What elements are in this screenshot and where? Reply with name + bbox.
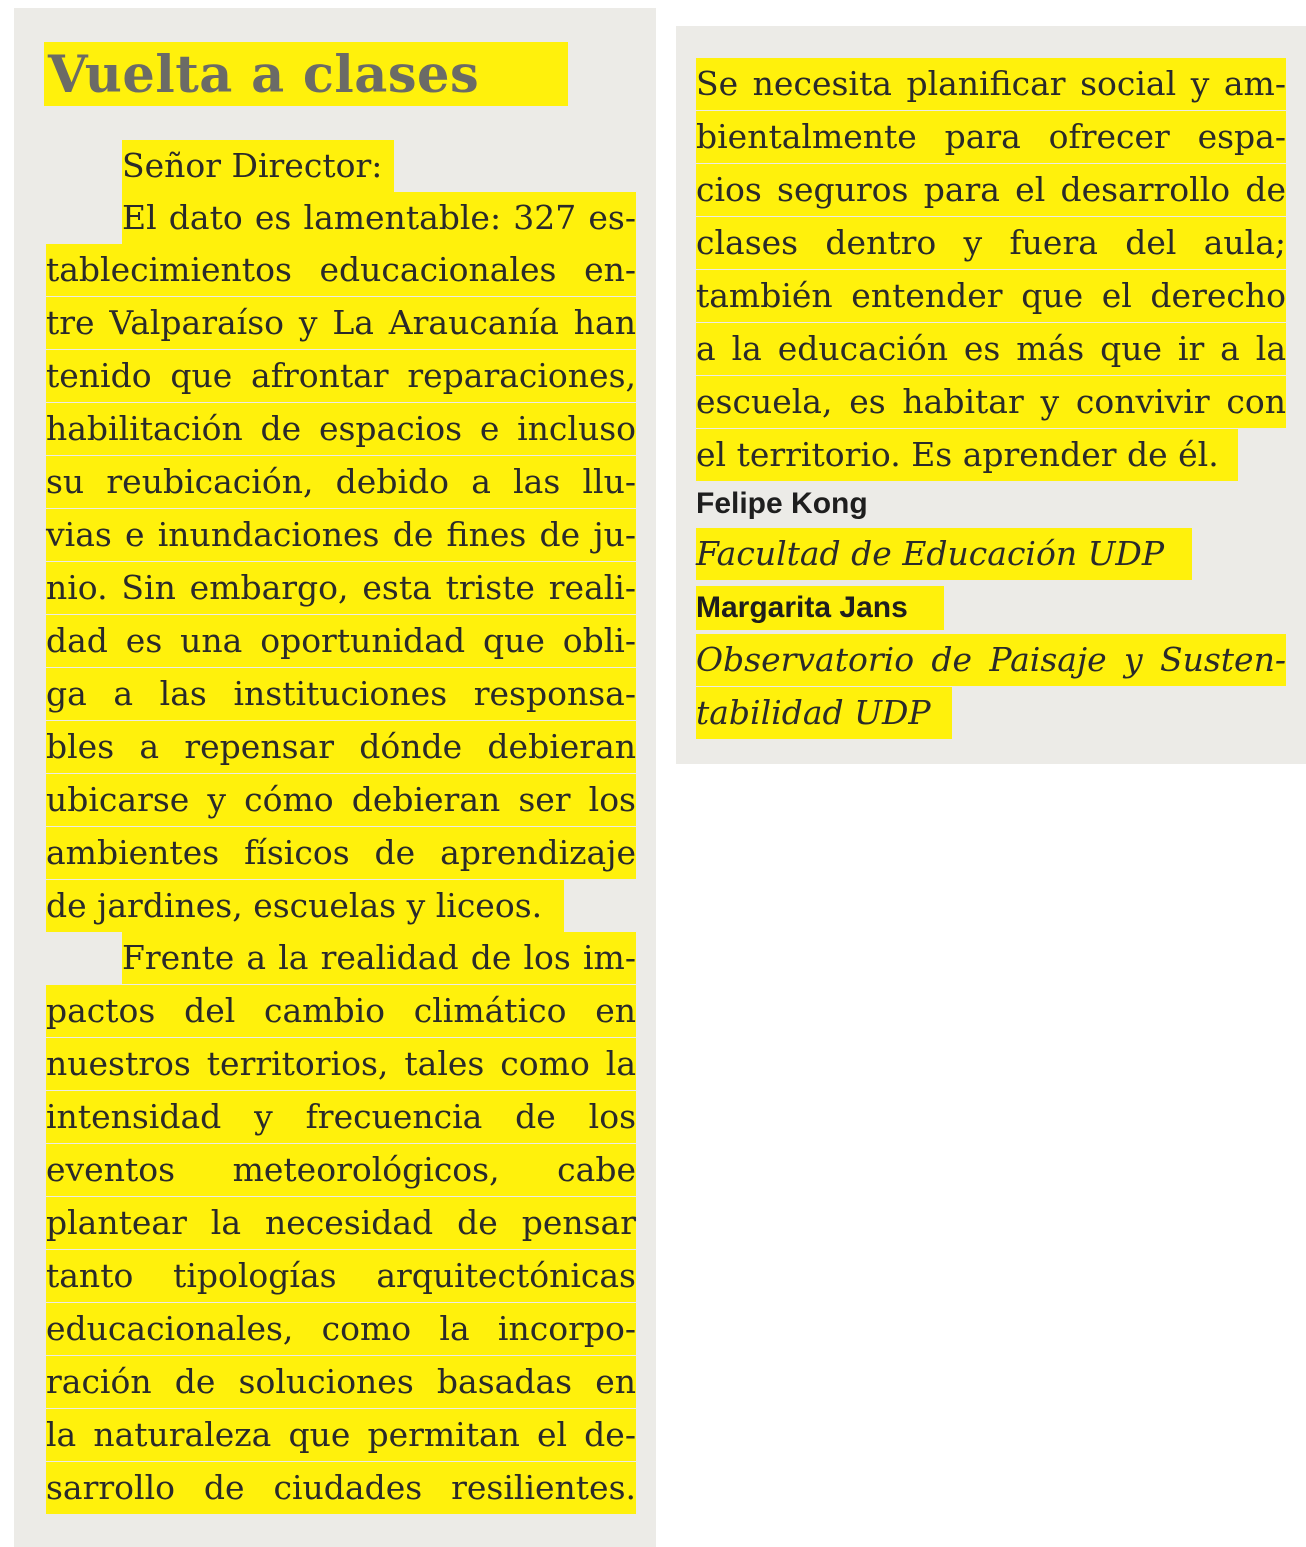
body-line: de jardines, escuelas y liceos. [46,880,564,932]
body-line: sarrollo de ciudades resilientes. [46,1462,636,1514]
signature-name: Margarita Jans [696,586,944,630]
signature-affiliation: Facultad de Educación UDP [696,528,1192,580]
body-line: la naturaleza que permitan el de- [46,1409,636,1461]
body-line: educacionales, como la incorpo- [46,1303,636,1355]
body-line: El dato es lamentable: 327 es- [122,192,636,244]
body-line: cios seguros para el desarrollo de [696,164,1286,216]
body-line: clases dentro y fuera del aula; [696,217,1286,269]
body-line: bles a repensar dónde debieran [46,721,636,773]
body-line: tre Valparaíso y La Araucanía han [46,297,636,349]
body-line: tenido que afrontar reparaciones, [46,350,636,402]
signature-affiliation: Observatorio de Paisaje y Susten- [696,634,1286,686]
body-line: eventos meteorológicos, cabe [46,1144,636,1196]
body-line: pactos del cambio climático en [46,985,636,1037]
body-line: vias e inundaciones de fines de ju- [46,509,636,561]
body-line: bientalmente para ofrecer espa- [696,111,1286,163]
body-line: tablecimientos educacionales en- [46,244,636,296]
body-line: a la educación es más que ir a la [696,323,1286,375]
body-line: habilitación de espacios e incluso [46,403,636,455]
body-line: también entender que el derecho [696,270,1286,322]
article-title-box [44,42,568,106]
body-line: plantear la necesidad de pensar [46,1197,636,1249]
body-line: nuestros territorios, tales como la [46,1038,636,1090]
body-line: dad es una oportunidad que obli- [46,615,636,667]
body-line: su reubicación, debido a las llu- [46,456,636,508]
article-title: Vuelta a clases [48,45,480,105]
signature-affiliation: tabilidad UDP [696,687,952,739]
body-line: Frente a la realidad de los im- [122,932,636,984]
body-line: ambientes físicos de aprendizaje [46,827,636,879]
body-line: escuela, es habitar y convivir con [696,376,1286,428]
salutation: Señor Director: [122,140,394,192]
body-line: ubicarse y cómo debieran ser los [46,774,636,826]
body-line: el territorio. Es aprender de él. [696,429,1238,481]
body-line: tanto tipologías arquitectónicas [46,1250,636,1302]
body-line: Se necesita planificar social y am- [696,58,1286,110]
body-line: ga a las instituciones responsa- [46,668,636,720]
signature-name: Felipe Kong [696,487,868,520]
body-line: nio. Sin embargo, esta triste reali- [46,562,636,614]
body-line: intensidad y frecuencia de los [46,1091,636,1143]
body-line: ración de soluciones basadas en [46,1356,636,1408]
